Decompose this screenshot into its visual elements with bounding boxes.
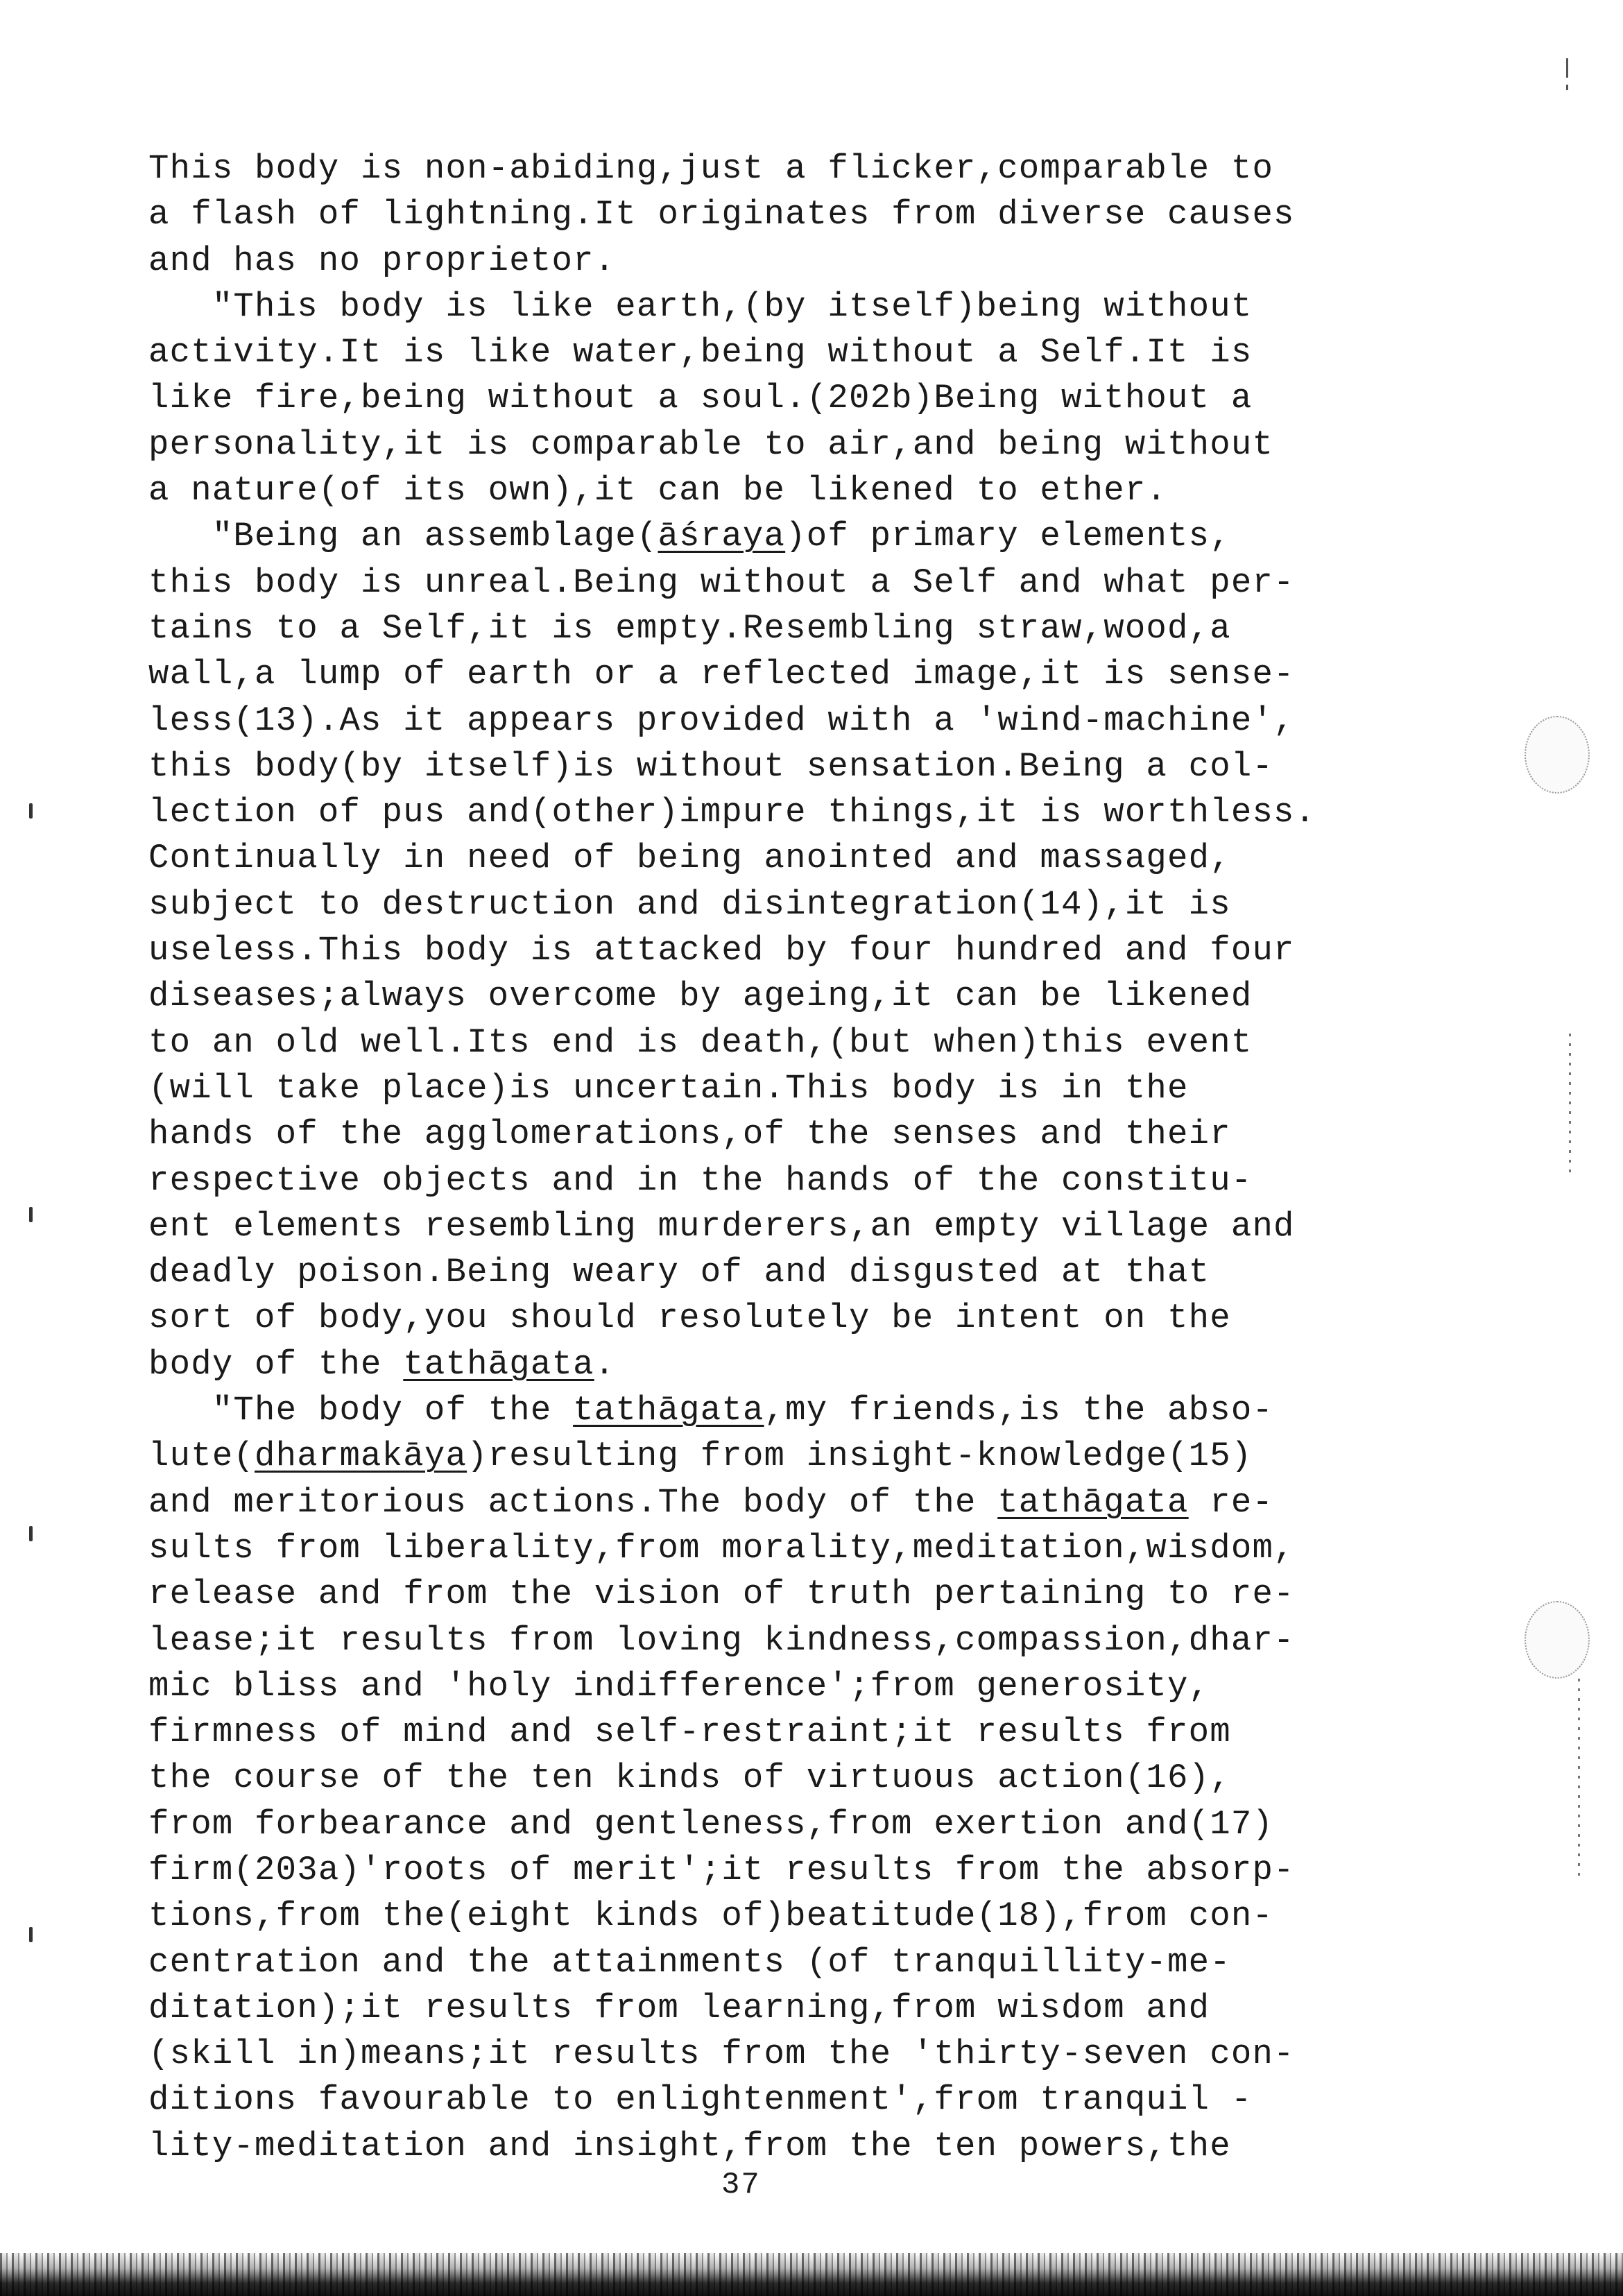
text-line bbox=[148, 1939, 1418, 1985]
text-segment: a flash of lightning.It originates from diverse causes bbox=[148, 195, 1295, 234]
text-segment: )resulting from insight-knowledge(15) bbox=[467, 1437, 1253, 1476]
margin-mark bbox=[1566, 58, 1568, 78]
text-segment: this body is unreal.Being without a Self and what per- bbox=[148, 563, 1295, 602]
text-line bbox=[148, 1065, 1418, 1111]
text-segment: Continually in need of being anointed and massaged, bbox=[148, 839, 1231, 878]
text-line bbox=[148, 1203, 1418, 1249]
text-line bbox=[148, 1985, 1418, 2031]
text-line bbox=[148, 560, 1418, 606]
text-line bbox=[148, 1847, 1418, 1893]
scan-edge-shadow bbox=[0, 2253, 1623, 2296]
text-segment: firmness of mind and self-restraint;it results from bbox=[148, 1713, 1231, 1752]
text-line bbox=[148, 1342, 1418, 1387]
text-line bbox=[148, 513, 1418, 559]
text-segment: sults from liberality,from morality,meditation,wisdom, bbox=[148, 1528, 1295, 1568]
text-segment: hands of the agglomerations,of the senses and their bbox=[148, 1115, 1231, 1154]
text-line bbox=[148, 927, 1418, 973]
text-line bbox=[148, 1525, 1418, 1571]
text-line bbox=[148, 238, 1418, 284]
underlined-term: dharmakāya bbox=[255, 1437, 467, 1476]
text-line bbox=[148, 1111, 1418, 1157]
text-line bbox=[148, 1295, 1418, 1341]
text-segment: a nature(of its own),it can be likened to ether. bbox=[148, 471, 1168, 511]
text-line bbox=[148, 2077, 1418, 2123]
text-line bbox=[148, 651, 1418, 697]
text-segment: release and from the vision of truth pertaining to re- bbox=[148, 1575, 1295, 1614]
margin-mark bbox=[1566, 85, 1568, 90]
margin-dots bbox=[1578, 1679, 1580, 1880]
text-segment: "Being an assemblage( bbox=[148, 517, 658, 556]
text-line bbox=[148, 882, 1418, 927]
punch-hole-lower bbox=[1525, 1601, 1590, 1679]
text-line bbox=[148, 1618, 1418, 1663]
text-segment: ditation);it results from learning,from wisdom and bbox=[148, 1988, 1210, 2028]
text-line bbox=[148, 973, 1418, 1019]
text-line bbox=[148, 146, 1418, 191]
text-line bbox=[148, 1801, 1418, 1847]
text-segment: like fire,being without a soul.(202b)Being without a bbox=[148, 379, 1253, 418]
text-line bbox=[148, 1709, 1418, 1755]
text-segment: and has no proprietor. bbox=[148, 241, 616, 280]
margin-dots bbox=[1569, 1034, 1571, 1172]
text-segment: the course of the ten kinds of virtuous action(16), bbox=[148, 1758, 1231, 1798]
text-segment: (will take place)is uncertain.This body is in the bbox=[148, 1068, 1189, 1108]
text-line bbox=[148, 1387, 1418, 1433]
text-line bbox=[148, 1020, 1418, 1065]
text-segment: to an old well.Its end is death,(but when)this event bbox=[148, 1022, 1253, 1062]
margin-tick bbox=[29, 1526, 33, 1541]
text-line bbox=[148, 1663, 1418, 1709]
text-segment: lection of pus and(other)impure things,it is worthless. bbox=[148, 793, 1316, 832]
text-line bbox=[148, 1480, 1418, 1525]
text-segment: "The body of the bbox=[148, 1391, 574, 1430]
punch-hole-upper bbox=[1525, 716, 1590, 794]
text-segment: wall,a lump of earth or a reflected image,it is sense- bbox=[148, 655, 1295, 694]
text-line bbox=[148, 1755, 1418, 1801]
text-segment: ,my friends,is the abso- bbox=[764, 1391, 1274, 1430]
text-line bbox=[148, 2123, 1418, 2169]
text-line bbox=[148, 422, 1418, 468]
text-segment: subject to destruction and disintegration(14),it is bbox=[148, 884, 1231, 924]
text-segment: mic bliss and 'holy indifference';from generosity, bbox=[148, 1666, 1210, 1706]
text-line bbox=[148, 1571, 1418, 1617]
underlined-term: tathāgata bbox=[573, 1391, 764, 1430]
underlined-term: tathāgata bbox=[403, 1344, 594, 1384]
underlined-term: tathāgata bbox=[997, 1482, 1189, 1522]
text-line bbox=[148, 789, 1418, 835]
page-number: 37 bbox=[721, 2168, 761, 2202]
text-line bbox=[148, 1433, 1418, 1479]
text-line bbox=[148, 284, 1418, 329]
text-line bbox=[148, 375, 1418, 421]
text-line bbox=[148, 191, 1418, 237]
text-segment: activity.It is like water,being without a Self.It is bbox=[148, 333, 1253, 372]
text-segment: personality,it is comparable to air,and being without bbox=[148, 425, 1274, 464]
text-line bbox=[148, 744, 1418, 789]
text-line bbox=[148, 468, 1418, 513]
text-line bbox=[148, 1158, 1418, 1203]
text-segment: firm(203a)'roots of merit';it results from the absorp- bbox=[148, 1850, 1295, 1890]
margin-tick bbox=[29, 1207, 33, 1222]
text-segment: less(13).As it appears provided with a 'wind-machine', bbox=[148, 701, 1295, 740]
text-line bbox=[148, 329, 1418, 375]
text-segment: lity-meditation and insight,from the ten powers,the bbox=[148, 2126, 1231, 2166]
text-segment: sort of body,you should resolutely be intent on the bbox=[148, 1299, 1231, 1338]
margin-tick bbox=[29, 1927, 33, 1942]
text-segment: (skill in)means;it results from the 'thirty-seven con- bbox=[148, 2034, 1295, 2074]
text-segment: useless.This body is attacked by four hundred and four bbox=[148, 931, 1295, 970]
underlined-term: āśraya bbox=[658, 517, 786, 556]
body-text bbox=[148, 146, 1418, 2169]
text-segment: ent elements resembling murderers,an empty village and bbox=[148, 1206, 1295, 1246]
text-segment: )of primary elements, bbox=[785, 517, 1231, 556]
margin-tick bbox=[29, 803, 33, 819]
text-segment: and meritorious actions.The body of the bbox=[148, 1482, 998, 1522]
text-segment: lute( bbox=[148, 1437, 255, 1476]
text-segment: centration and the attainments (of tranquillity-me- bbox=[148, 1942, 1231, 1982]
text-line bbox=[148, 2031, 1418, 2077]
text-line bbox=[148, 698, 1418, 744]
text-segment: tions,from the(eight kinds of)beatitude(18),from con- bbox=[148, 1896, 1274, 1936]
text-segment: body of the bbox=[148, 1344, 404, 1384]
text-segment: this body(by itself)is without sensation.Being a col- bbox=[148, 746, 1274, 786]
text-segment: from forbearance and gentleness,from exertion and(17) bbox=[148, 1804, 1274, 1844]
text-segment: "This body is like earth,(by itself)being without bbox=[148, 286, 1253, 326]
text-line bbox=[148, 1893, 1418, 1939]
text-line bbox=[148, 1249, 1418, 1295]
text-segment: diseases;always overcome by ageing,it can be likened bbox=[148, 977, 1253, 1016]
text-segment: re- bbox=[1188, 1482, 1274, 1522]
text-segment: lease;it results from loving kindness,compassion,dhar- bbox=[148, 1620, 1295, 1660]
text-segment: . bbox=[594, 1344, 616, 1384]
text-segment: ditions favourable to enlightenment',from tranquil - bbox=[148, 2080, 1253, 2120]
text-line bbox=[148, 606, 1418, 651]
text-segment: tains to a Self,it is empty.Resembling straw,wood,a bbox=[148, 608, 1231, 648]
text-segment: respective objects and in the hands of the constitu- bbox=[148, 1160, 1253, 1200]
text-segment: deadly poison.Being weary of and disgusted at that bbox=[148, 1253, 1210, 1292]
text-line bbox=[148, 835, 1418, 881]
text-segment: This body is non-abiding,just a flicker,comparable to bbox=[148, 149, 1274, 188]
